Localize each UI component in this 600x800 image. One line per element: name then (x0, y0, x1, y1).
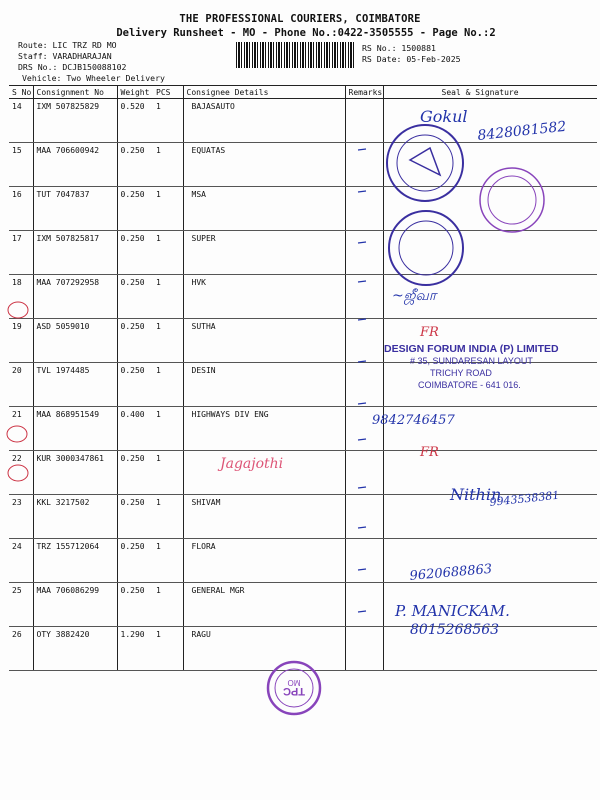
cell-signature (383, 627, 597, 671)
table-row (9, 583, 597, 627)
cell-remarks (345, 407, 383, 451)
signature-manickam: P. MANICKAM. (395, 602, 510, 620)
table-row (9, 231, 597, 275)
table-row (9, 407, 597, 451)
cell-weight: 0.250 (117, 231, 153, 275)
cell-weight: 0.250 (117, 451, 153, 495)
barcode (236, 42, 354, 68)
cell-weight: 0.250 (117, 495, 153, 539)
header-signature: Seal & Signature (383, 86, 597, 99)
cell-remarks (345, 539, 383, 583)
cell-cno: TUT 7047837 (33, 187, 117, 231)
cell-remarks (345, 99, 383, 143)
cell-consignee: HVK (183, 275, 345, 319)
cell-remarks (345, 231, 383, 275)
phone-gokul: 8428081582 (476, 118, 568, 144)
drs-number: DRS No.: DCJB150088102 (18, 62, 127, 72)
cell-remarks (345, 451, 383, 495)
cell-remarks (345, 187, 383, 231)
phone-manickam: 8015268563 (410, 622, 500, 638)
svg-text:COIMBATORE - 641 016.: COIMBATORE - 641 016. (418, 380, 521, 390)
cell-sno: 14 (9, 99, 33, 143)
cell-pcs: 1 (153, 363, 183, 407)
table-row (9, 495, 597, 539)
cell-weight: 0.400 (117, 407, 153, 451)
cell-signature (383, 407, 597, 451)
cell-sno: 19 (9, 319, 33, 363)
cell-weight: 0.250 (117, 583, 153, 627)
cell-pcs: 1 (153, 539, 183, 583)
cell-signature (383, 451, 597, 495)
cell-sno: 25 (9, 583, 33, 627)
cell-remarks (345, 495, 383, 539)
route-info: Route: LIC TRZ RD MO (18, 40, 117, 50)
cell-weight: 0.250 (117, 539, 153, 583)
cell-remarks (345, 143, 383, 187)
fr-mark-22: FR (420, 445, 439, 460)
header-weight: Weight (117, 86, 153, 99)
cell-weight: 1.290 (117, 627, 153, 671)
table-row (9, 627, 597, 671)
cell-signature (383, 231, 597, 275)
fr-mark-19: FR (420, 325, 439, 340)
cell-cno: KUR 3000347861 (33, 451, 117, 495)
cell-consignee: GENERAL MGR (183, 583, 345, 627)
rs-date: RS Date: 05-Feb-2025 (362, 54, 461, 64)
tpc-stamp-text: TPC (283, 685, 305, 697)
cell-pcs: 1 (153, 275, 183, 319)
cell-signature (383, 363, 597, 407)
cell-pcs: 1 (153, 187, 183, 231)
cell-pcs: 1 (153, 583, 183, 627)
document-title: THE PROFESSIONAL COURIERS, COIMBATORE (179, 13, 421, 25)
cell-consignee: SHIVAM (183, 495, 345, 539)
cell-consignee: EQUATAS (183, 143, 345, 187)
cell-sno: 24 (9, 539, 33, 583)
cell-weight: 0.250 (117, 187, 153, 231)
cell-pcs: 1 (153, 451, 183, 495)
cell-pcs: 1 (153, 231, 183, 275)
cell-cno: MAA 706086299 (33, 583, 117, 627)
cell-consignee: FLORA (183, 539, 345, 583)
cell-pcs: 1 (153, 319, 183, 363)
cell-consignee: BAJASAUTO (183, 99, 345, 143)
staff-info: Staff: VARADHARAJAN (18, 51, 112, 61)
cell-signature (383, 143, 597, 187)
cell-cno: MAA 707292958 (33, 275, 117, 319)
cell-pcs: 1 (153, 627, 183, 671)
cell-sno: 22 (9, 451, 33, 495)
cell-signature (383, 539, 597, 583)
cell-consignee: SUPER (183, 231, 345, 275)
cell-cno: MAA 868951549 (33, 407, 117, 451)
cell-weight: 0.250 (117, 363, 153, 407)
cell-signature (383, 99, 597, 143)
cell-sno: 21 (9, 407, 33, 451)
cell-remarks (345, 275, 383, 319)
svg-text:TRICHY ROAD: TRICHY ROAD (430, 368, 492, 378)
table-row (9, 451, 597, 495)
cell-cno: TVL 1974485 (33, 363, 117, 407)
signature-nithin: Nithin (450, 485, 502, 504)
cell-signature (383, 495, 597, 539)
cell-signature (383, 583, 597, 627)
document-subtitle: Delivery Runsheet - MO - Phone No.:0422-3505555 - Page No.:2 (116, 27, 496, 39)
table-row (9, 363, 597, 407)
cell-sno: 18 (9, 275, 33, 319)
runsheet-table (9, 85, 597, 671)
cell-signature (383, 275, 597, 319)
table-row (9, 539, 597, 583)
cell-weight: 0.520 (117, 99, 153, 143)
tpc-stamp-sub: MO (287, 678, 301, 687)
cell-consignee: RAGU (183, 627, 345, 671)
cell-cno: ASD 5059010 (33, 319, 117, 363)
table-row (9, 143, 597, 187)
cell-consignee: MSA (183, 187, 345, 231)
cell-sno: 17 (9, 231, 33, 275)
cell-sno: 20 (9, 363, 33, 407)
table-row (9, 319, 597, 363)
cell-cno: KKL 3217502 (33, 495, 117, 539)
phone-nithin: 9943538381 (488, 488, 560, 509)
cell-cno: OTY 3882420 (33, 627, 117, 671)
cell-signature (383, 187, 597, 231)
cell-weight: 0.250 (117, 319, 153, 363)
table-row (9, 187, 597, 231)
cell-sno: 26 (9, 627, 33, 671)
cell-consignee (183, 451, 345, 495)
header-consignee: Consignee Details (183, 86, 345, 99)
cell-remarks (345, 627, 383, 671)
cell-cno: MAA 706600942 (33, 143, 117, 187)
phone-row21: 9842746457 (372, 413, 455, 428)
table-row (9, 99, 597, 143)
cell-sno: 16 (9, 187, 33, 231)
cell-weight: 0.250 (117, 275, 153, 319)
cell-cno: IXM 507825817 (33, 231, 117, 275)
table-row (9, 275, 597, 319)
svg-text:# 35, SUNDARESAN LAYOUT: # 35, SUNDARESAN LAYOUT (410, 356, 533, 366)
cell-pcs: 1 (153, 143, 183, 187)
header-sno: S No (9, 86, 33, 99)
cell-remarks (345, 363, 383, 407)
cell-sno: 23 (9, 495, 33, 539)
header-remarks: Remarks (345, 86, 383, 99)
header-pcs: PCS (153, 86, 183, 99)
signature-row18: ~ஜீவா (392, 288, 437, 304)
cell-consignee: DESIN (183, 363, 345, 407)
cell-consignee: SUTHA (183, 319, 345, 363)
cell-pcs: 1 (153, 99, 183, 143)
vehicle-info: Vehicle: Two Wheeler Delivery (22, 73, 165, 83)
cell-remarks (345, 319, 383, 363)
svg-text:DESIGN FORUM INDIA (P) LIMITED: DESIGN FORUM INDIA (P) LIMITED (384, 343, 559, 355)
cell-cno: IXM 507825829 (33, 99, 117, 143)
table-header-row (9, 86, 597, 99)
cell-consignee: HIGHWAYS DIV ENG (183, 407, 345, 451)
cell-sno: 15 (9, 143, 33, 187)
cell-pcs: 1 (153, 495, 183, 539)
cell-cno: TRZ 155712064 (33, 539, 117, 583)
header-consignment: Consignment No (33, 86, 117, 99)
cell-pcs: 1 (153, 407, 183, 451)
cell-remarks (345, 583, 383, 627)
rs-number: RS No.: 1500881 (362, 43, 436, 53)
signature-gokul: Gokul (420, 107, 468, 126)
signature-jagajothi: Jagajothi (220, 456, 284, 472)
phone-row25: 9620688863 (409, 561, 493, 584)
cell-signature (383, 319, 597, 363)
cell-weight: 0.250 (117, 143, 153, 187)
